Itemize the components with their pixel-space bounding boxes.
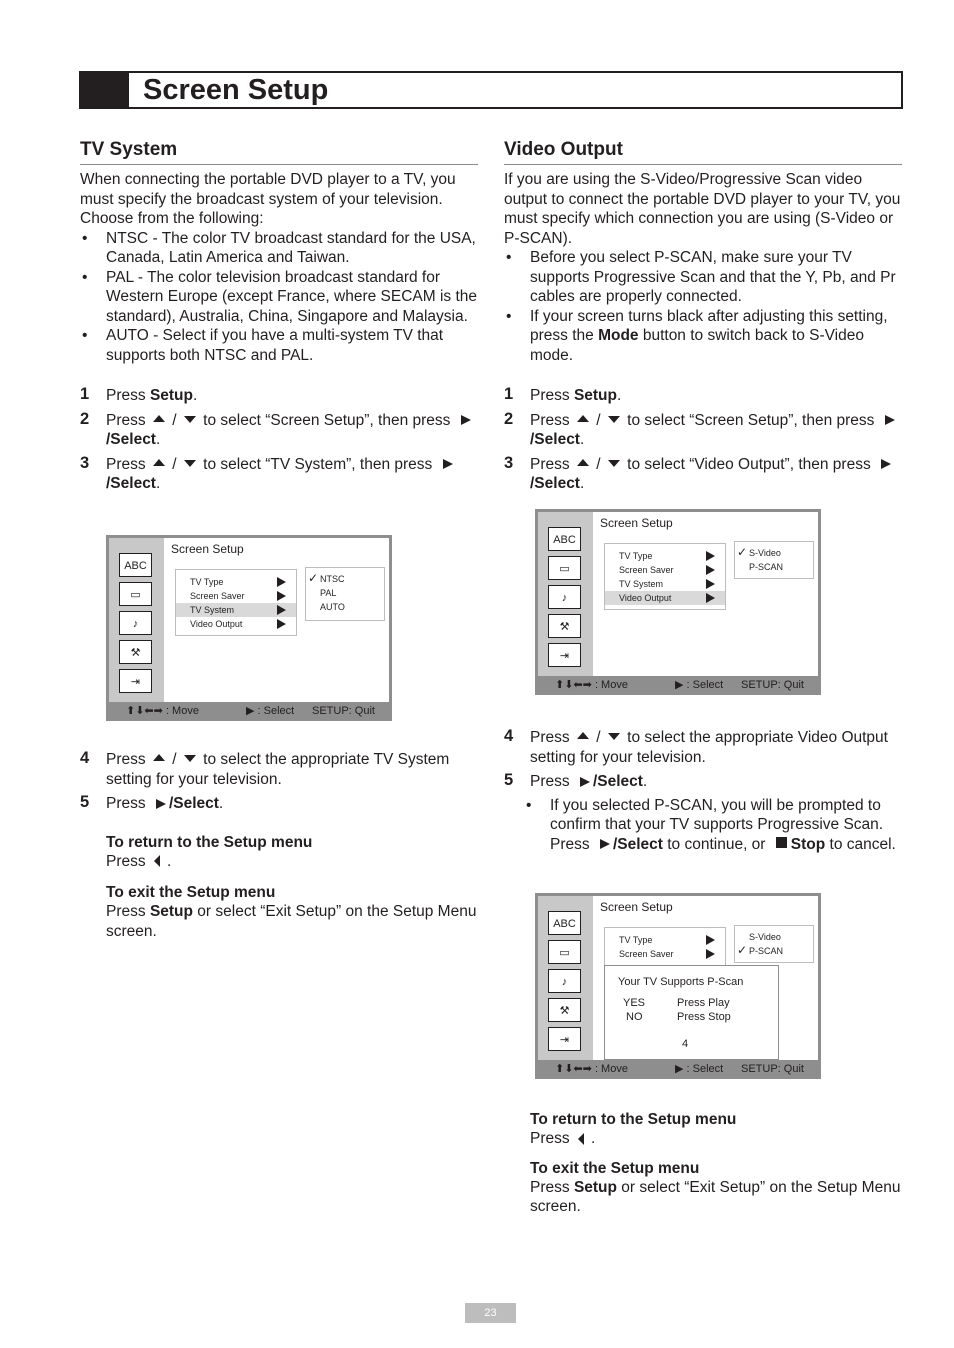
left-arrow-icon <box>578 1133 584 1145</box>
up-arrow-icon <box>577 415 589 422</box>
disc-icon: ABC <box>548 911 581 935</box>
right-arrow-icon <box>277 577 286 587</box>
video-output-section <box>504 138 902 499</box>
step-number: 2 <box>504 409 514 428</box>
bullet-text: If your screen turns black after adjusting this setting, press the <box>530 307 888 344</box>
select-hint: ▶ : Select <box>246 705 295 717</box>
down-arrow-icon <box>184 416 196 423</box>
step-text: to select “TV System”, then press <box>198 455 437 473</box>
exit-heading: To exit the Setup menu <box>106 884 276 901</box>
step-text: Press <box>106 411 150 429</box>
screen-display <box>538 512 818 676</box>
step-3 <box>80 455 478 494</box>
page-title: Screen Setup <box>143 74 329 106</box>
yes-option: YES <box>623 997 646 1009</box>
step-text: / <box>591 411 605 429</box>
step-text: Press <box>530 455 574 473</box>
exit-icon: ⇥ <box>548 643 581 667</box>
screen-display <box>109 538 389 702</box>
quit-hint: SETUP: Quit <box>741 1063 804 1075</box>
right-arrow-icon <box>580 777 590 787</box>
option-item <box>735 560 813 574</box>
move-label: : Move <box>594 679 628 691</box>
tv-system-steps <box>80 386 478 494</box>
return-heading: To return to the Setup menu <box>530 1111 737 1128</box>
step-number: 5 <box>80 793 90 811</box>
return-text <box>530 1129 902 1149</box>
step-text: . <box>193 387 198 404</box>
move-hint: ⬆⬇⬅➡ : Move <box>555 1063 628 1075</box>
tv-system-section <box>80 138 478 499</box>
return-text <box>106 852 478 872</box>
step-text: to select “Screen Setup”, then press <box>622 411 879 429</box>
step-text: Press <box>106 455 150 473</box>
step-text: Press <box>106 795 150 812</box>
hammer-icon: ⚒ <box>548 614 581 638</box>
bullet-ntsc: • NTSC - The color TV broadcast standard for the USA, Canada, Latin America and Taiwan. <box>80 229 478 268</box>
move-label: : Move <box>165 705 199 717</box>
screen-menu <box>604 543 726 610</box>
menu-item-label: Screen Saver <box>619 565 674 575</box>
return-end: . <box>590 1130 596 1147</box>
return-heading: To return to the Setup menu <box>106 833 313 851</box>
video-output-heading: Video Output <box>504 138 902 165</box>
screen-sidebar <box>538 896 593 1060</box>
return-press: Press <box>106 852 146 870</box>
video-output-steps <box>504 386 902 494</box>
down-arrow-icon <box>608 733 620 740</box>
tv-system-intro: When connecting the portable DVD player to a TV, you must specify the broadcast system of your television. Choose from the following: <box>80 171 456 227</box>
step-text: Press <box>106 751 150 768</box>
exit-rest: or select “Exit Setup” on the Setup Menu screen. <box>106 903 477 940</box>
title-block <box>81 73 129 107</box>
menu-item <box>176 589 296 603</box>
right-arrow-icon <box>706 551 715 561</box>
up-arrow-icon <box>153 754 165 761</box>
option-item <box>306 600 384 614</box>
tv-system-bullets <box>80 229 478 366</box>
tv-icon: ▭ <box>119 582 152 606</box>
tv-icon: ▭ <box>548 556 581 580</box>
option-label: S-Video <box>749 932 781 942</box>
select-label: : Select <box>257 705 295 717</box>
step-text: to select the appropriate Video Output setting for your television. <box>530 729 888 766</box>
step-text: . <box>617 387 622 404</box>
step-number: 3 <box>504 453 514 472</box>
quit-hint: SETUP: Quit <box>312 705 375 717</box>
right-arrow-icon <box>706 949 715 959</box>
step-text: / <box>591 455 605 473</box>
check-icon: ✓ <box>308 571 319 585</box>
stop-icon <box>776 837 787 848</box>
right-arrow-icon <box>706 935 715 945</box>
right-arrow-icon <box>156 799 166 809</box>
right-arrow-icon <box>277 619 286 629</box>
select-keyword: /Select <box>612 835 663 853</box>
step-text: Press <box>530 773 574 790</box>
exit-heading: To exit the Setup menu <box>530 1159 700 1177</box>
step-number: 5 <box>504 771 514 789</box>
step-text: to select “Screen Setup”, then press <box>198 411 455 429</box>
screen-header: Screen Setup <box>600 516 673 530</box>
title-bar <box>79 71 903 109</box>
right-arrow-icon <box>443 459 453 469</box>
down-arrow-icon <box>184 755 196 762</box>
step-number: 1 <box>80 385 90 403</box>
step-text: / <box>167 455 181 473</box>
exit-rest: or select “Exit Setup” on the Setup Menu screen. <box>530 1178 901 1215</box>
pscan-dialog <box>604 965 779 1060</box>
stop-keyword: Stop <box>790 835 826 853</box>
option-label: NTSC <box>320 574 345 584</box>
option-item <box>306 586 384 600</box>
step-number: 4 <box>80 749 90 767</box>
step-4 <box>80 750 478 789</box>
note-text: to cancel. <box>825 835 896 853</box>
screen-options <box>734 541 814 579</box>
right-arrow-icon <box>461 415 471 425</box>
screen-sidebar <box>538 512 593 676</box>
step-text: / <box>167 411 181 429</box>
down-arrow-icon <box>184 460 196 467</box>
screen-footer <box>106 702 392 721</box>
right-arrow-icon <box>600 839 610 849</box>
screen-header: Screen Setup <box>600 900 673 914</box>
exit-press: Press <box>530 1178 574 1196</box>
select-keyword: /Select <box>530 431 580 448</box>
option-label: P-SCAN <box>749 946 784 956</box>
setup-keyword: Setup <box>573 1178 617 1196</box>
menu-item-label: Video Output <box>619 593 672 603</box>
video-output-intro: If you are using the S-Video/Progressive Scan video output to connect the portable DVD player to your TV, you must specify which connection you are using (S-Video or P-SCAN). <box>504 171 901 247</box>
screen-display <box>538 896 818 1060</box>
tv-system-heading: TV System <box>80 138 478 165</box>
step-text: . <box>155 431 161 448</box>
up-arrow-icon <box>153 415 165 422</box>
step-text: to select “Video Output”, then press <box>622 455 876 473</box>
quit-hint: SETUP: Quit <box>741 679 804 691</box>
select-keyword: /Select <box>530 475 580 492</box>
tv-icon: ▭ <box>548 940 581 964</box>
down-arrow-icon <box>608 460 620 467</box>
step-2 <box>504 411 902 450</box>
tv-system-steps-lower <box>80 750 478 941</box>
check-icon: ✓ <box>737 943 748 957</box>
video-output-bullets <box>504 248 902 365</box>
menu-item-label: TV Type <box>619 935 653 945</box>
screen-pscan-confirm <box>535 893 821 1079</box>
no-action: Press Stop <box>677 1011 731 1023</box>
step-text: Press <box>106 387 150 404</box>
menu-item-label: TV Type <box>619 551 653 561</box>
right-arrow-icon <box>885 415 895 425</box>
option-item <box>735 944 813 958</box>
yes-action: Press Play <box>677 997 730 1009</box>
step-4 <box>504 728 902 767</box>
video-output-steps-lower <box>504 728 902 854</box>
pscan-note <box>504 796 902 855</box>
setup-keyword: Setup <box>149 903 193 920</box>
step-text: . <box>642 773 648 790</box>
right-arrow-icon <box>881 459 891 469</box>
step-number: 4 <box>504 727 514 745</box>
menu-item-label: TV System <box>190 605 235 615</box>
step-5 <box>504 772 902 792</box>
step-text: Press <box>530 387 574 404</box>
no-option: NO <box>626 1011 643 1023</box>
up-arrow-icon <box>153 459 165 466</box>
step-text: Press <box>530 729 574 746</box>
screen-footer <box>535 676 821 695</box>
option-item <box>735 546 813 560</box>
move-hint: ⬆⬇⬅➡ : Move <box>555 679 628 691</box>
select-hint: ▶ : Select <box>675 679 724 691</box>
disc-icon: ABC <box>119 553 152 577</box>
menu-item <box>605 947 725 961</box>
exit-text <box>530 1178 902 1217</box>
select-label: : Select <box>686 679 724 691</box>
menu-item <box>605 933 725 947</box>
step-number: 3 <box>80 453 90 472</box>
step-text: Press <box>530 411 574 429</box>
step-text: . <box>218 795 224 812</box>
screen-tv-system <box>106 535 392 721</box>
option-item <box>735 930 813 944</box>
screen-header: Screen Setup <box>171 542 244 556</box>
right-arrow-icon <box>706 593 715 603</box>
page-number: 23 <box>465 1303 516 1323</box>
video-output-return-exit <box>530 1111 902 1217</box>
option-label: P-SCAN <box>749 562 784 572</box>
note-text: to continue, or <box>662 835 770 853</box>
right-arrow-icon <box>706 579 715 589</box>
audio-icon: ♪ <box>548 969 581 993</box>
step-number: 2 <box>80 409 90 428</box>
exit-icon: ⇥ <box>119 669 152 693</box>
menu-item-label: Screen Saver <box>190 591 245 601</box>
disc-icon: ABC <box>548 527 581 551</box>
countdown: 4 <box>682 1038 689 1050</box>
hammer-icon: ⚒ <box>548 998 581 1022</box>
menu-item-label: Screen Saver <box>619 949 674 959</box>
right-arrow-icon <box>277 605 286 615</box>
screen-options <box>734 925 814 963</box>
option-label: AUTO <box>320 602 345 612</box>
step-text: . <box>155 475 161 492</box>
right-arrow-icon <box>277 591 286 601</box>
menu-item-selected <box>605 591 725 605</box>
note-text: If you selected P-SCAN, you will be prompted to confirm that your TV supports Progressive Scan. Press <box>550 796 884 853</box>
exit-text <box>106 902 478 941</box>
select-keyword: /Select <box>592 773 643 790</box>
step-3 <box>504 455 902 494</box>
down-arrow-icon <box>608 416 620 423</box>
option-label: S-Video <box>749 548 781 558</box>
bullet-mode <box>504 307 902 366</box>
pscan-note-item <box>524 796 902 855</box>
up-arrow-icon <box>577 459 589 466</box>
setup-keyword: Setup <box>573 387 617 404</box>
dialog-title: Your TV Supports P-Scan <box>618 976 744 988</box>
check-icon: ✓ <box>737 545 748 559</box>
return-end: . <box>166 852 172 870</box>
step-1 <box>504 386 902 406</box>
left-arrow-icon <box>154 855 160 867</box>
select-hint: ▶ : Select <box>675 1063 724 1075</box>
bullet-auto: • AUTO - Select if you have a multi-system TV that supports both NTSC and PAL. <box>80 326 478 365</box>
step-2 <box>80 411 478 450</box>
option-label: PAL <box>320 588 337 598</box>
select-keyword: /Select <box>106 431 156 448</box>
menu-item-label: TV System <box>619 579 664 589</box>
step-5 <box>80 794 478 814</box>
screen-sidebar <box>109 538 164 702</box>
up-arrow-icon <box>577 732 589 739</box>
hammer-icon: ⚒ <box>119 640 152 664</box>
screen-options <box>305 567 385 621</box>
move-hint: ⬆⬇⬅➡ : Move <box>126 705 199 717</box>
option-item <box>306 572 384 586</box>
move-label: : Move <box>594 1063 628 1075</box>
step-text: . <box>579 431 585 448</box>
step-text: / <box>591 729 605 746</box>
screen-video-output <box>535 509 821 695</box>
step-1 <box>80 386 478 406</box>
menu-item <box>176 617 296 631</box>
audio-icon: ♪ <box>548 585 581 609</box>
menu-item <box>605 563 725 577</box>
return-press: Press <box>530 1130 570 1147</box>
menu-item-selected <box>176 603 296 617</box>
bullet-text: button to switch back to S-Video mode. <box>530 327 864 364</box>
step-text: to select the appropriate TV System setting for your television. <box>106 751 450 788</box>
step-text: . <box>579 475 585 492</box>
right-arrow-icon <box>706 565 715 575</box>
select-label: : Select <box>686 1063 724 1075</box>
setup-keyword: Setup <box>149 387 193 404</box>
exit-press: Press <box>106 903 150 920</box>
menu-item-label: Video Output <box>190 619 243 629</box>
screen-menu <box>175 569 297 636</box>
step-text: / <box>167 751 181 768</box>
select-keyword: /Select <box>168 795 219 812</box>
step-number: 1 <box>504 385 514 403</box>
menu-item <box>605 549 725 563</box>
menu-item-label: TV Type <box>190 577 224 587</box>
exit-icon: ⇥ <box>548 1027 581 1051</box>
bullet-pscan: • Before you select P-SCAN, make sure your TV supports Progressive Scan and that the Y, Pb, and Pr cables are properly connected. <box>504 248 902 307</box>
mode-keyword: Mode <box>598 327 639 344</box>
screen-footer <box>535 1060 821 1079</box>
menu-item <box>605 577 725 591</box>
audio-icon: ♪ <box>119 611 152 635</box>
select-keyword: /Select <box>106 475 156 492</box>
menu-item <box>176 575 296 589</box>
bullet-pal: • PAL - The color television broadcast standard for Western Europe (except France, where SECAM is the standard), Australia, China, Singapore and Malaysia. <box>80 268 478 327</box>
